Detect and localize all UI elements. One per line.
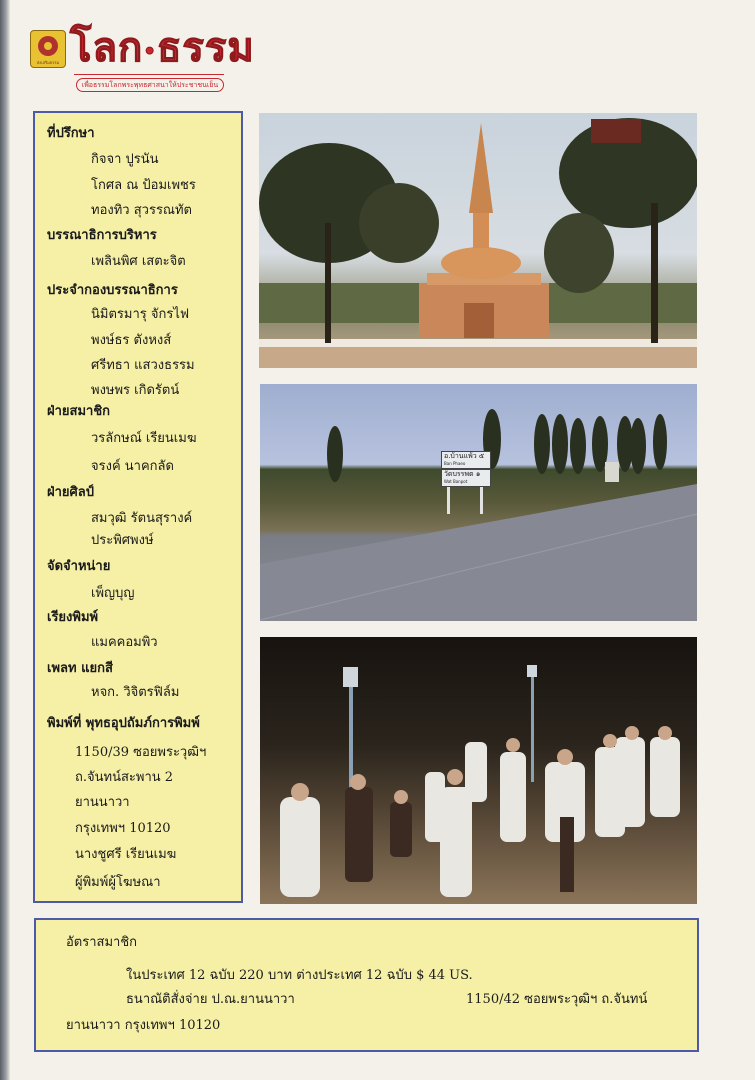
staff-line: พิมพ์ที่ พุทธอุปถัมภ์การพิมพ์ [47,716,200,731]
subscription-address: 1150/42 ซอยพระวุฒิฯ ถ.จันทน์ [466,992,648,1007]
staff-line: ศรีทธา แสวงธรรม [91,358,195,373]
staff-line: ฝ่ายสมาชิก [47,404,111,419]
subscription-payment: ธนาณัติสั่งจ่าย ป.ณ.ยานนาวา [126,992,295,1007]
tagline-rule [74,74,224,75]
staff-line: กิจจา ปูรนัน [91,152,159,167]
magazine-title [70,24,255,75]
photo-temple-chedi [259,113,697,368]
title-dot: • [143,39,158,63]
staff-line: ยานนาวา [75,795,130,810]
staff-line: เรียงพิมพ์ [47,610,99,625]
road-sign-upper-latin: Ban Phaeo [444,461,466,466]
road-sign-lower-latin: Wat Banpot [444,479,468,484]
photo-night-procession [260,637,697,904]
staff-line: หจก. วิจิตรฟิล์ม [91,685,180,700]
staff-line: 1150/39 ซอยพระวุฒิฯ [75,745,207,760]
subscription-heading: อัตราสมาชิก [66,935,138,950]
binding-edge [0,0,10,1080]
staff-line: เพ็ญบุญ [91,586,135,601]
road-sign-upper [441,451,491,469]
staff-line: จรงค์ นาคกลัด [91,459,174,474]
staff-line: แมคคอมพิว [91,635,158,650]
staff-line: ประพิศพงษ์ [91,533,154,548]
staff-line: นิมิตรมารุ จักรไฟ [91,307,190,322]
road-scene-illustration [260,384,697,621]
staff-line: นางชูศรี เรียนเมฆ [75,847,177,862]
staff-line: บรรณาธิการบริหาร [47,228,157,243]
staff-line: พงษพร เกิดรัตน์ [91,383,180,398]
staff-line: ฝ่ายศิลป์ [47,485,95,500]
title-part-1: โลก [70,24,144,71]
staff-line: โกศล ณ ป้อมเพชร [91,178,196,193]
staff-line: กรุงเทพฯ 10120 [75,821,171,836]
procession-illustration [260,637,697,904]
road-sign-upper-label: อ.บ้านแพ้ว ๕ [444,452,485,460]
subscription-rates: ในประเทศ 12 ฉบับ 220 บาท ต่างประเทศ 12 ฉบับ $ 44 US. [126,968,473,983]
staff-credits-box [33,111,243,903]
road-sign-lower-label: วัดบรรพต ๑ [444,470,481,478]
staff-line: สมวุฒิ รัตนสุรางค์ [91,511,193,526]
magazine-emblem-icon [30,30,66,68]
road-sign-lower [441,469,491,487]
magazine-tagline: เพื่อธรรมโลกพระพุทธศาสนาให้ประชาชนเย็น [76,78,224,92]
staff-line: ผู้พิมพ์ผู้โฆษณา [75,875,161,890]
staff-line: เพลท แยกสี [47,661,113,676]
emblem-caption: ส่งเสริมธรรม [36,60,60,65]
staff-line: ประจำกองบรรณาธิการ [47,283,178,298]
staff-line: ถ.จันทน์สะพาน 2 [75,770,174,785]
staff-line: จัดจำหน่าย [47,559,111,574]
staff-line: วรลักษณ์ เรียนเมฆ [91,431,197,446]
staff-line: เพลินพิศ เสตะจิต [91,254,186,269]
subscription-rates-box [34,918,699,1052]
staff-line: ทองทิว สุวรรณทัต [91,203,192,218]
title-part-2: ธรรม [157,24,255,71]
photo-roadside-sign [260,384,697,621]
staff-line: ที่ปรึกษา [47,126,95,141]
staff-line: พงษ์ธร ตังหงส์ [91,333,172,348]
subscription-address-city: ยานนาวา กรุงเทพฯ 10120 [66,1018,221,1033]
temple-scene-illustration [259,113,697,368]
